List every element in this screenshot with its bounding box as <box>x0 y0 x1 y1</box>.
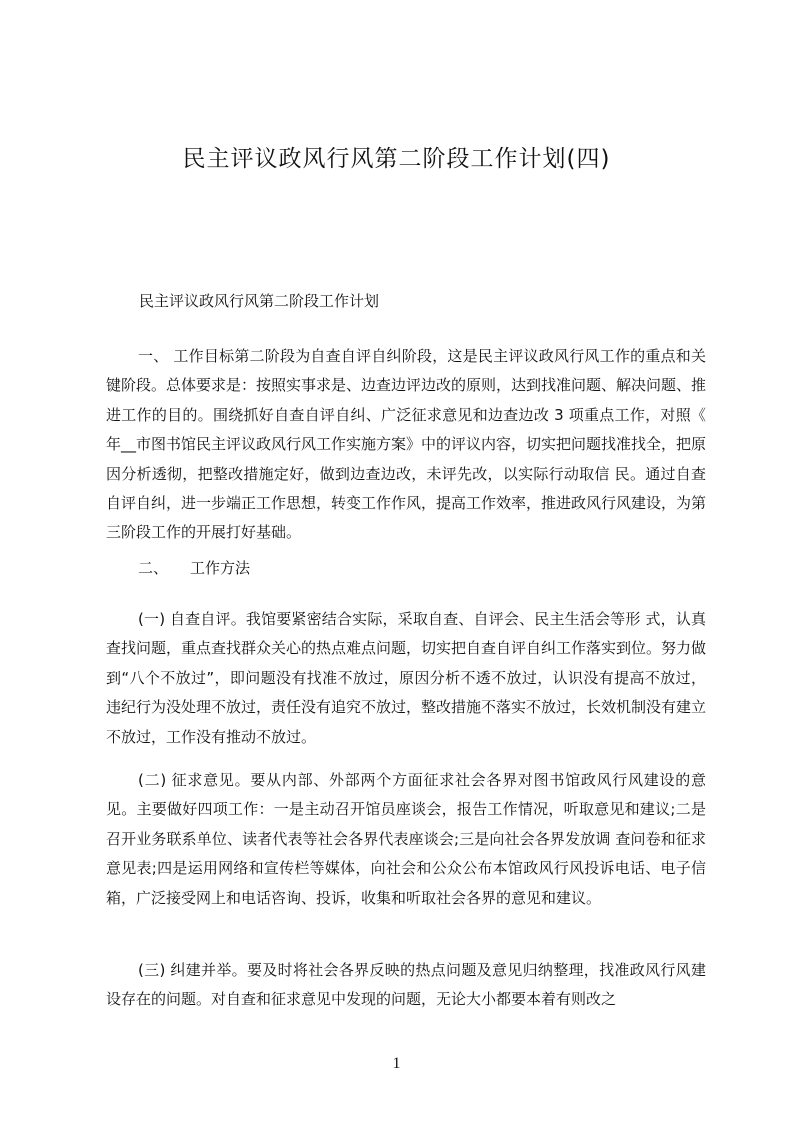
section-2-number: 二、 <box>138 559 169 577</box>
section-1-paragraph: 一、 工作目标第二阶段为自查自评自纠阶段，这是民主评议政风行风工作的重点和关键阶段。总体要求是：按照实事求是、边查边评边改的原则，达到找准问题、解决问题、推进工作的目的。围绕抓好自查自评自纠、广泛征求意见和边查边改 3 项重点工作，对照《 年__市图书馆民主评议政风行风工作实施方案》中的评议内容，切实把问题找准找全，把原因分析透彻，把整改措施定好，做到边查边改，未评先改，以实际行动取信 民。通过自查自评自纠，进一步端正工作思想，转变工作作风，提高工作效率，推进政风行风建设，为第三阶段工作的开展打好基础。 <box>106 347 707 542</box>
solicit-opinions-paragraph: (二) 征求意见。要从内部、外部两个方面征求社会各界对图书馆政风行风建设的意见。主要做好四项工作：一是主动召开馆员座谈会，报告工作情况，听取意见和建议;二是召开业务联系单位、读者代表等社会各界代表座谈会;三是向社会各界发放调 查问卷和征求意见表;四是运用网络和宣传栏等媒体，向社会和公众公布本馆政风行风投诉电话、电子信箱，广泛接受网上和电话咨询、投诉，收集和听取社会各界的意见和建议。 <box>106 771 706 907</box>
correct-and-build-paragraph: (三) 纠建并举。要及时将社会各界反映的热点问题及意见归纳整理，找准政风行风建设存在的问题。对自查和征求意见中发现的问题，无论大小都要本着有则改之 <box>106 961 706 1009</box>
self-check-paragraph: (一) 自查自评。我馆要紧密结合实际，采取自查、自评会、民主生活会等形 式，认真查找问题，重点查找群众关心的热点难点问题，切实把自查自评自纠工作落实到位。努力做到“八个不放过”，即问题没有找准不放过，原因分析不透不放过，认识没有提高不放过，违纪行为没处理不放过，责任没有追究不放过，整改措施不落实不放过，长效机制没有建立不放过，工作没有推动不放过。 <box>106 610 707 746</box>
page-number: 1 <box>392 1055 401 1072</box>
document-subtitle: 民主评议政风行风第二阶段工作计划 <box>139 292 380 310</box>
section-2-title: 工作方法 <box>190 559 251 577</box>
section-2-heading <box>138 557 250 578</box>
page-title: 民主评议政风行风第二阶段工作计划(四) <box>182 146 611 172</box>
